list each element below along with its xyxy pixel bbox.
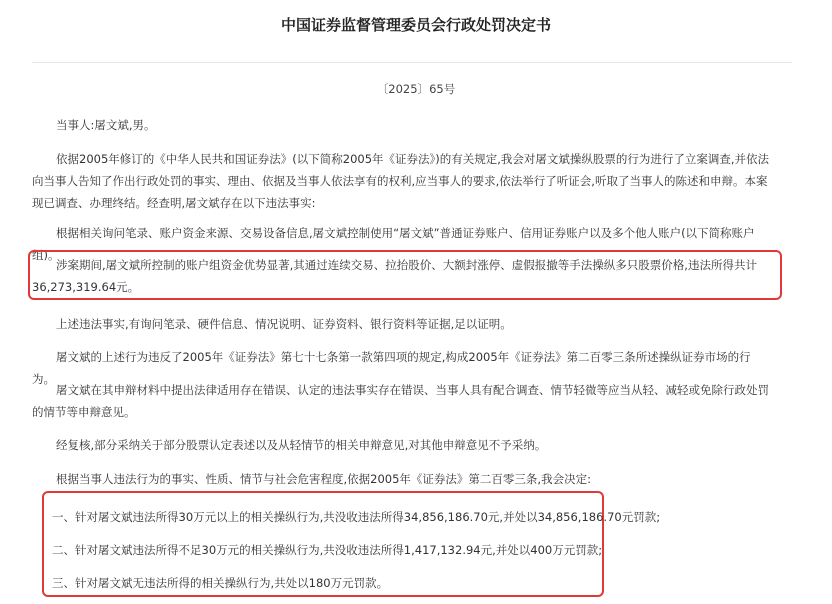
party-paragraph: 当事人:屠文斌,男。	[56, 118, 156, 132]
decision-item-3: 三、针对屠文斌无违法所得的相关操纵行为,共处以180万元罚款。	[52, 576, 389, 590]
decision-item-1: 一、针对屠文斌违法所得30万元以上的相关操纵行为,共没收违法所得34,856,186.70元,并处以34,856,186.70元罚款;	[52, 510, 661, 524]
violation-paragraph: 屠文斌的上述行为违反了2005年《证券法》第七十七条第一款第四项的规定,构成2005年《证券法》第二百零三条所述操纵证券市场的行为。	[32, 350, 751, 386]
document-number: 〔2025〕65号	[376, 82, 456, 96]
basis-paragraph: 依据2005年修订的《中华人民共和国证券法》(以下简称2005年《证券法》)的有关规定,我会对屠文斌操纵股票的行为进行了立案调查,并依法向当事人告知了作出行政处罚的事实、理由、依据及当事人依法享有的权利,应当事人的要求,依法举行了听证会,听取了当事人的陈述和申辩。本案现已调查、办理终结。经查明,屠文斌存在以下违法事实:	[32, 152, 770, 210]
title-divider	[32, 62, 792, 63]
document-title: 中国证券监督管理委员会行政处罚决定书	[280, 16, 551, 34]
evidence-paragraph: 上述违法事实,有询问笔录、硬件信息、情况说明、证券资料、银行资料等证据,足以证明。	[56, 317, 512, 331]
accounts-paragraph: 根据相关询问笔录、账户资金来源、交易设备信息,屠文斌控制使用“屠文斌”普通证券账户、信用证券账户以及多个他人账户(以下简称账户组)。	[32, 226, 755, 262]
decision-intro-paragraph: 根据当事人违法行为的事实、性质、情节与社会危害程度,依据2005年《证券法》第二百零三条,我会决定:	[56, 472, 591, 486]
illegal-gains-paragraph: 涉案期间,屠文斌所控制的账户组资金优势显著,其通过连续交易、拉抬股价、大额封涨停、虚假报撤等手法操纵多只股票价格,违法所得共计36,273,319.64元。	[32, 258, 757, 294]
defense-paragraph: 屠文斌在其申辩材料中提出法律适用存在错误、认定的违法事实存在错误、当事人具有配合调查、情节轻微等应当从轻、减轻或免除行政处罚的情节等申辩意见。	[32, 383, 769, 419]
review-paragraph: 经复核,部分采纳关于部分股票认定表述以及从轻情节的相关申辩意见,对其他申辩意见不予采纳。	[56, 438, 547, 452]
decision-item-2: 二、针对屠文斌违法所得不足30万元的相关操纵行为,共没收违法所得1,417,132.94元,并处以400万元罚款;	[52, 543, 603, 557]
